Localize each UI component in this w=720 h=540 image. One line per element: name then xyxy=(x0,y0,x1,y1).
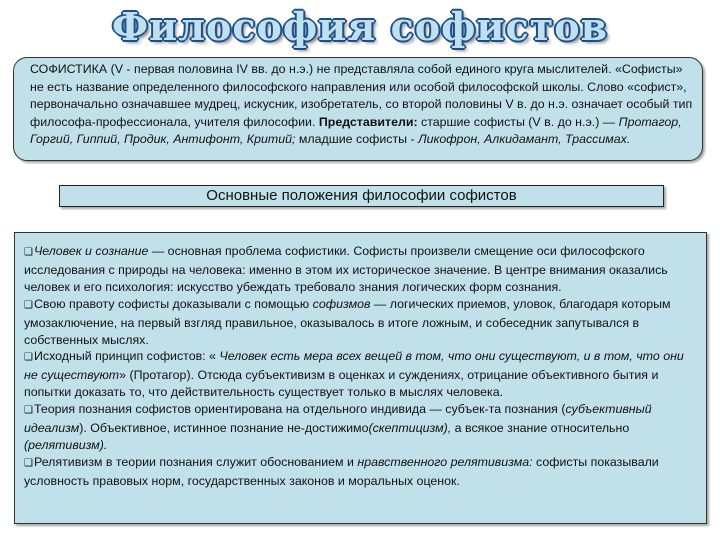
list-item xyxy=(24,454,696,490)
representatives-text: старшие софисты (V в. до н.э.) — xyxy=(417,114,619,129)
b4-text3: а всякое знание относительно xyxy=(451,421,630,436)
b2-italic: софизмов xyxy=(312,296,371,311)
b3-text2: » (Протагор). Отсюда субъективизм в оценках и суждениях, отрицание объективного бытия и попытки доказать то, что действительность существует только в мыслях человека. xyxy=(24,368,659,400)
b2-text1: Свою правоту софисты доказывали с помощью xyxy=(33,296,313,311)
b5-italic: нравственного релятивизма: xyxy=(357,454,533,469)
b4-italic1: субъективный идеализм xyxy=(24,402,652,436)
intro-text: (V - первая половина IV вв. до н.э.) не представляла собой единого круга мыслителей. «Софисты» не есть название определенного философского направления или особой философской школы. Слово «софист», первоначально означавшее мудрец, искусник, изобретатель, со второй половины V в. до н.э. означает особый тип философа-профессионала, учителя философии. xyxy=(30,62,693,129)
representatives-label: Представители: xyxy=(318,114,418,129)
intro-term: СОФИСТИКА xyxy=(30,62,108,76)
checkbox-bullet-icon: ❑ xyxy=(24,299,33,311)
section-heading: Основные положения философии софистов xyxy=(59,185,664,207)
b3-text1: Исходный принцип софистов: « xyxy=(33,349,220,364)
b4-italic2: (скептицизм), xyxy=(368,421,452,436)
checkbox-bullet-icon: ❑ xyxy=(24,457,33,469)
checkbox-bullet-icon: ❑ xyxy=(24,352,33,364)
senior-sophists: Протагор, Горгий, Гиппий, Продик, Антифонт, Критий; xyxy=(30,114,682,146)
list-item xyxy=(24,401,696,454)
b2-text2: — логических приемов, уловок, благодаря которым умозаключение, на первый взгляд правильное, оказывалось в итоге ложным, и собеседник запутывался в собственных мыслях. xyxy=(24,296,671,347)
main-box xyxy=(14,232,707,524)
b4-text1: Теория познания софистов ориентирована на отдельного индивида — субъек-та познания ( xyxy=(33,402,566,417)
b4-text2: ). Объективное, истинное познание не-достижимо xyxy=(79,421,369,436)
checkbox-bullet-icon: ❑ xyxy=(24,247,33,258)
list-item xyxy=(24,296,696,349)
intro-box xyxy=(13,57,703,161)
b5-text2: софисты показывали условность правовых норм, государственных законов и моральных оценок. xyxy=(24,454,659,488)
junior-sophists: Ликофрон, Алкидамант, Трассимах. xyxy=(418,132,631,146)
b5-text1: Релятивизм в теории познания служит обоснованием и xyxy=(33,454,358,469)
b4-italic3: (релятивизм). xyxy=(24,437,108,452)
page-title: Философия софистов xyxy=(112,4,608,49)
checkbox-bullet-icon: ❑ xyxy=(24,405,33,417)
b1-italic: Человек и сознание xyxy=(33,244,149,258)
b3-italic: Человек есть мера всех вещей в том, что они существуют, и в том, что они не существуют xyxy=(24,349,684,383)
list-item xyxy=(24,348,696,401)
b1-text: — основная проблема софистики. Софисты произвели смещение оси философского исследования с природы на человека: именно в этом их историческое значение. В центре внимания оказались человек и его психология: искусство убеждать требовало знания логических форм сознания. xyxy=(24,244,668,294)
junior-text: младшие софисты - xyxy=(295,132,419,146)
list-item xyxy=(24,243,696,296)
